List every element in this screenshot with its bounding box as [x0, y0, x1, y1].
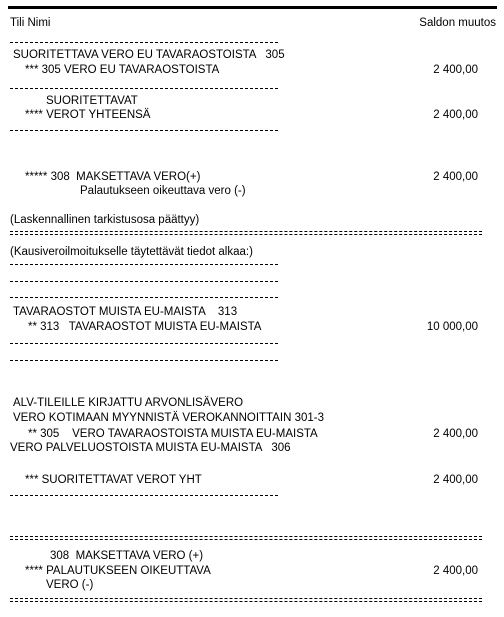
separator-dashed: [10, 264, 278, 265]
row-label: SUORITETTAVA VERO EU TAVARAOSTOISTA 305: [13, 49, 285, 61]
row-label: ** 313 TAVARAOSTOT MUISTA EU-MAISTA: [28, 321, 262, 333]
row-label: SUORITETTAVAT: [46, 95, 138, 107]
row-label: *** SUORITETTAVAT VEROT YHT: [25, 474, 202, 486]
row-label: Palautukseen oikeuttava vero (-): [80, 185, 246, 197]
row-label: ALV-TILEILLE KIRJATTU ARVONLISÄVERO: [13, 397, 244, 409]
row-label: **** PALAUTUKSEEN OIKEUTTAVA: [25, 565, 211, 577]
separator-double: [10, 598, 482, 602]
column-header-balance-change: Saldon muutos: [419, 17, 496, 29]
row-amount: 2 400,00: [433, 565, 478, 577]
row-label: TAVARAOSTOT MUISTA EU-MAISTA 313: [13, 306, 238, 318]
separator-double: [10, 231, 482, 235]
separator-dashed: [10, 281, 278, 282]
row-label: VERO PALVELUOSTOISTA MUISTA EU-MAISTA 306: [10, 442, 291, 454]
separator-dashed: [10, 495, 278, 496]
row-amount: 2 400,00: [433, 428, 478, 440]
row-amount: 2 400,00: [433, 64, 478, 76]
separator-double: [10, 536, 482, 540]
separator-dashed: [10, 360, 278, 361]
row-amount: 2 400,00: [433, 109, 478, 121]
column-header-account-name: Tili Nimi: [10, 17, 51, 29]
separator-dashed: [10, 42, 278, 43]
section-note: (Laskennallinen tarkistusosa päättyy): [10, 214, 200, 226]
separator-dashed: [10, 130, 278, 131]
separator-dashed: [10, 88, 278, 89]
row-label: VERO (-): [46, 579, 94, 591]
row-amount: 2 400,00: [433, 474, 478, 486]
row-label: 308 MAKSETTAVA VERO (+): [50, 550, 204, 562]
separator-dashed: [10, 343, 278, 344]
row-label: ** 305 VERO TAVARAOSTOISTA MUISTA EU-MAISTA: [28, 428, 318, 440]
row-label: VERO KOTIMAAN MYYNNISTÄ VEROKANNOITTAIN 301-3: [13, 412, 324, 424]
row-label: **** VEROT YHTEENSÄ: [25, 109, 151, 121]
section-note: (Kausiveroilmoitukselle täytettävät tiedot alkaa:): [10, 246, 253, 258]
top-rule: [8, 6, 497, 9]
row-amount: 2 400,00: [433, 171, 478, 183]
separator-dashed: [10, 297, 278, 298]
row-amount: 10 000,00: [426, 321, 478, 333]
row-label: *** 305 VERO EU TAVARAOSTOISTA: [25, 64, 220, 76]
row-label: ***** 308 MAKSETTAVA VERO(+): [25, 171, 201, 183]
